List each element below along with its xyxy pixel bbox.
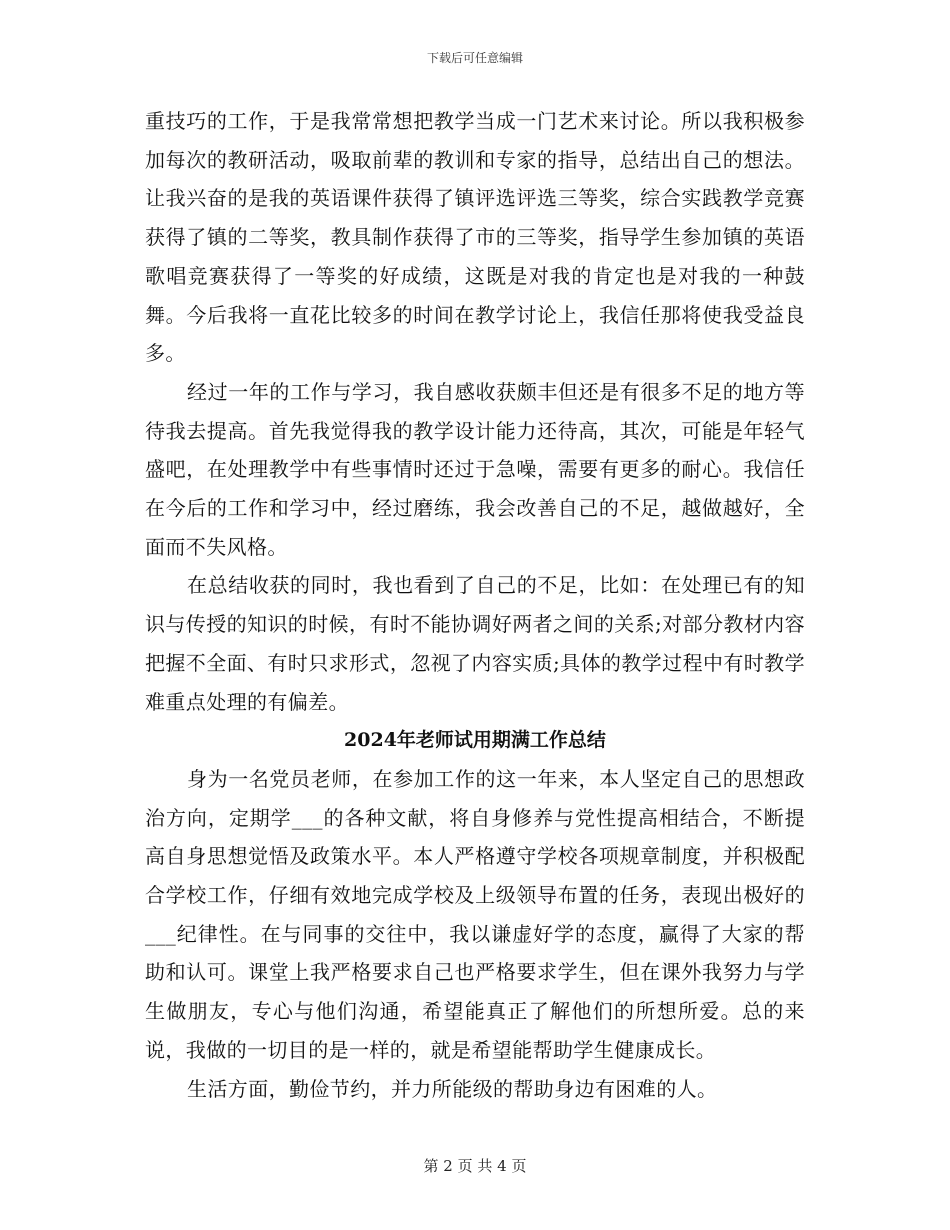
body-paragraph-1: 重技巧的工作，于是我常常想把教学当成一门艺术来讨论。所以我积极参加每次的教研活动，吸取前辈的教训和专家的指导，总结出自己的想法。让我兴奋的是我的英语课件获得了镇评选评选三等奖，综合实践教学竞赛获得了镇的二等奖，教具制作获得了市的三等奖，指导学生参加镇的英语歌唱竞赛获得了一等奖的好成绩，这既是对我的肯定也是对我的一种鼓舞。今后我将一直花比较多的时间在教学讨论上，我信任那将使我受益良多。 (145, 109, 805, 366)
page-footer: 第 2 页 共 4 页 (423, 1157, 527, 1175)
section-paragraph-1: 身为一名党员老师，在参加工作的这一年来，本人坚定自己的思想政治方向，定期学___的各种文献，将自身修养与党性提高相结合，不断提高自身思想觉悟及政策水平。本人严格遵守学校各项规章制度，并积极配合学校工作，仔细有效地完成学校及上级领导布置的任务，表现出极好的___纪律性。在与同事的交往中，我以谦虚好学的态度，赢得了大家的帮助和认可。课堂上我严格要求自己也严格要求学生，但在课外我努力与学生做朋友，专心与他们沟通，希望能真正了解他们的所想所爱。总的来说，我做的一切目的是一样的，就是希望能帮助学生健康成长。 (145, 766, 805, 1062)
body-paragraph-3: 在总结收获的同时，我也看到了自己的不足，比如：在处理已有的知识与传授的知识的时候，有时不能协调好两者之间的关系;对部分教材内容把握不全面、有时只求形式，忽视了内容实质;具体的教学过程中有时教学难重点处理的有偏差。 (145, 573, 805, 714)
section-paragraph-2: 生活方面，勤俭节约，并力所能级的帮助身边有困难的人。 (187, 1076, 718, 1101)
page-header: 下载后可任意编辑 (426, 51, 523, 65)
body-paragraph-2: 经过一年的工作与学习，我自感收获颇丰但还是有很多不足的地方等待我去提高。首先我觉得我的教学设计能力还待高，其次，可能是年轻气盛吧，在处理教学中有些事情时还过于急噪，需要有更多的耐心。我信任在今后的工作和学习中，经过磨练，我会改善自己的不足，越做越好，全面而不失风格。 (145, 379, 805, 559)
document-body (145, 102, 805, 1108)
section-title: 2024年老师试用期满工作总结 (344, 729, 606, 752)
